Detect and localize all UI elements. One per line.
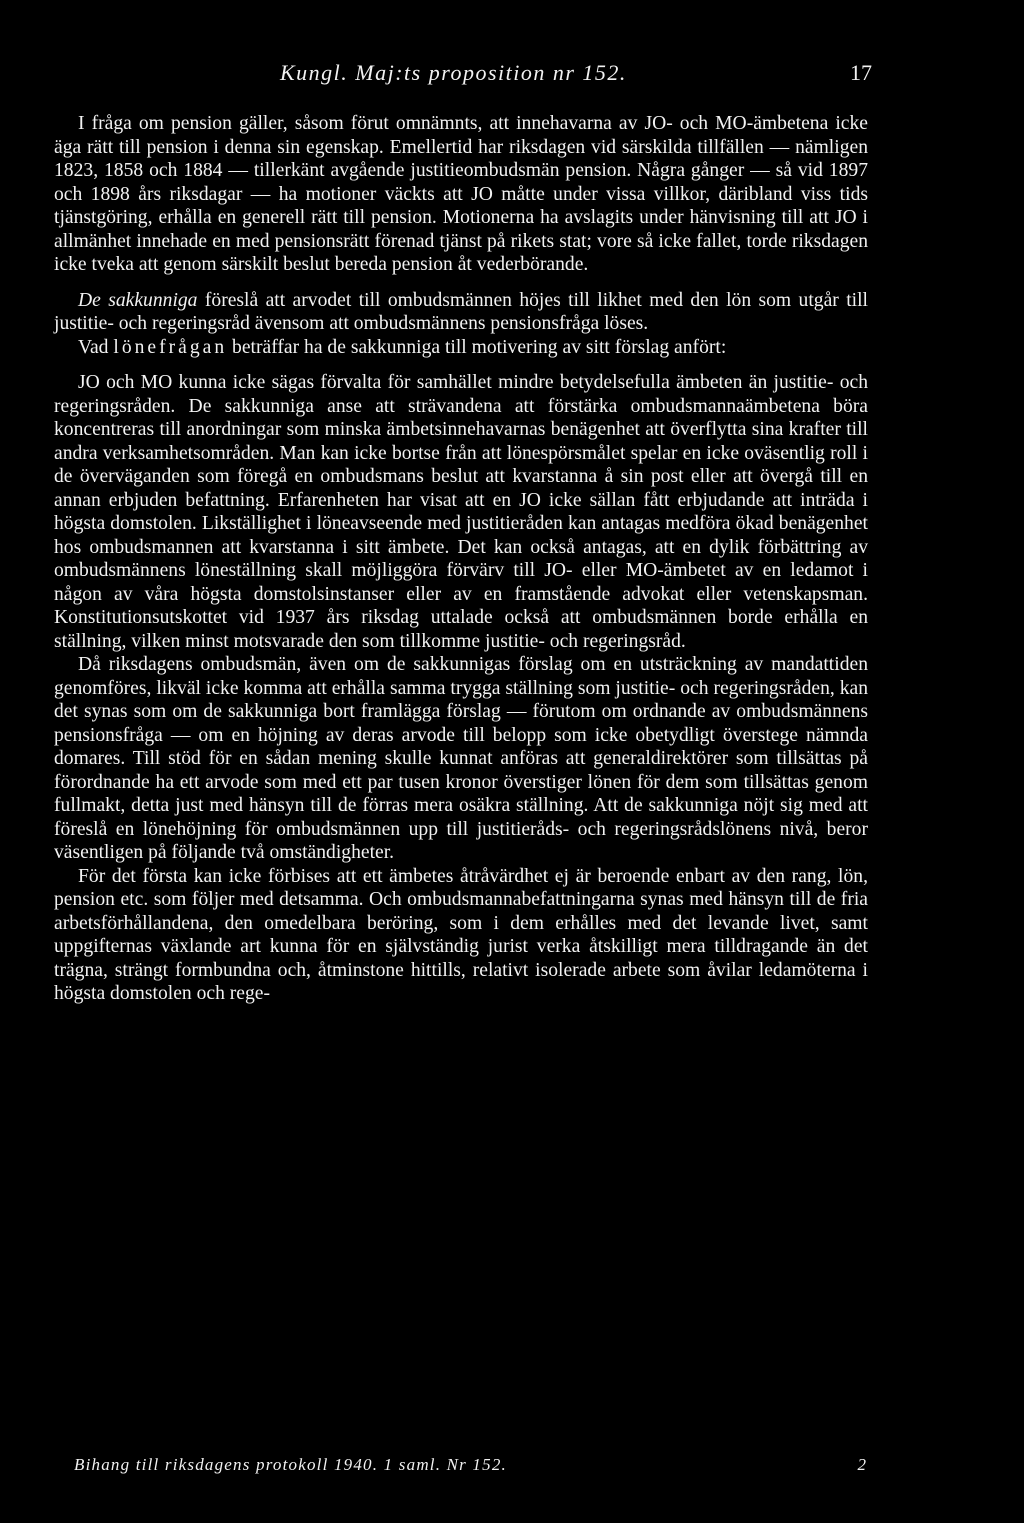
page-footer — [74, 1455, 866, 1481]
page-number: 17 — [850, 60, 872, 85]
footer-sheet-number: 2 — [857, 1455, 866, 1474]
paragraph-quote-2: Då riksdagens ombudsmän, även om de sakkunnigas förslag om en utsträckning av mandattiden genomföres, likväl icke komma att erhålla samma trygga ställning som justitie- och regeringsråden, kan det synas som om de sakkunniga bort framlägga förslag — förutom om ordnande av ombudsmännens pensionsfråga — om en höjning av deras arvode till belopp som icke obetydligt överstege nämnda domares. Till stöd för en sådan mening skulle kunnat anföras att generaldirektörer som tillsättas på förordnande ha ett arvode som med ett par tusen kronor överstiger lönen för dem som tillsättas genom fullmakt, detta just med hänsyn till de förras mera osäkra ställning. Att de sakkunniga nöjt sig med att föreslå en lönehöjning för ombudsmännen upp till justitieråds- och regeringsrådslönens nivå, beror väsentligen på följande två omständigheter. — [54, 654, 868, 863]
body-text — [54, 112, 868, 1006]
paragraph-salary-lead: Vad — [78, 336, 114, 358]
page-header — [260, 60, 872, 94]
paragraph-salary-spaced-word: lönefrågan — [113, 336, 228, 358]
paragraph-proposal-rest: föreslå att arvodet till ombudsmännen höjes till likhet med den lön som utgår till justitie- och regeringsråd ävensom att ombudsmännens pensionsfråga löses. — [54, 289, 868, 334]
paragraph-quote-3: För det första kan icke förbises att ett ämbetes åtråvärdhet ej är beroende enbart av den rang, lön, pension etc. som följer med detsamma. Och ombudsmannabefattningarna synas med hänsyn till de fria arbetsförhållandena, den omedelbara beröring, som i dem erhålles med det levande livet, samt uppgifternas växlande art kunna för en självständig jurist verka åtskilligt mera tilldragande än det trägna, strängt formbundna och, åtminstone hittills, relativt isolerade arbete som åvilar ledamöterna i högsta domstolen och rege- — [54, 865, 868, 1004]
footer-text: Bihang till riksdagens protokoll 1940. 1 saml. Nr 152. — [74, 1455, 507, 1474]
paragraph-salary-question — [54, 336, 868, 360]
paragraph-salary-rest: beträffar ha de sakkunniga till motivering av sitt förslag anfört: — [227, 336, 727, 358]
header-title: Kungl. Maj:ts proposition nr 152. — [280, 60, 627, 85]
paragraph-pension: I fråga om pension gäller, såsom förut omnämnts, att innehavarna av JO- och MO-ämbetena icke äga rätt till pension i denna sin egenskap. Emellertid har riksdagen vid särskilda tillfällen — nämligen 1823, 1858 och 1884 — tillerkänt avgående justitieombudsmän pension. Några gånger — så vid 1897 och 1898 års riksdagar — ha motioner väckts att JO måtte under vissa villkor, däribland viss tids tjänstgöring, erhålla en generell rätt till pension. Motionerna ha avslagits under hänvisning till att JO i allmänhet innehade en med pensionsrätt förenad tjänst på rikets stat; vore så icke fallet, torde riksdagen icke tveka att genom särskilt beslut bereda pension åt vederbörande. — [54, 113, 868, 275]
paragraph-proposal-lead: De sakkunniga — [78, 289, 198, 311]
paragraph-proposal — [54, 289, 868, 336]
paragraph-quote-1: JO och MO kunna icke sägas förvalta för samhället mindre betydelsefulla ämbeten än justitie- och regeringsråden. De sakkunniga anse att strävandena att förstärka ombudsmannaämbetena böra koncentreras till anordningar som minska ämbetsinnehavarnas benägenhet att överflytta sina krafter till andra verksamhetsområden. Man kan icke bortse från att lönespörsmålet spelar en icke oväsentlig roll i de överväganden som föregå en ombudsmans beslut att kvarstanna å sin post eller att övergå till en annan erbjuden befattning. Erfarenheten har visat att en JO icke sällan fått erbjudande att inträda i högsta domstolen. Likställighet i löneavseende med justitieråden kan antagas medföra ökad benägenhet hos ombudsmannen att kvarstanna i sitt ämbete. Det kan också antagas, att en dylik förbättring av ombudsmännens löneställning skall möjliggöra förvärv till JO- eller MO-ämbetet av en ledamot i någon av våra högsta domstolsinstanser eller av en framstående advokat eller vetenskapsman. Konstitutionsutskottet vid 1937 års riksdag uttalade också att ombudsmännen borde erhålla en ställning, vilken minst motsvarade den som tillkomme justitie- och regeringsråd. — [54, 372, 868, 652]
